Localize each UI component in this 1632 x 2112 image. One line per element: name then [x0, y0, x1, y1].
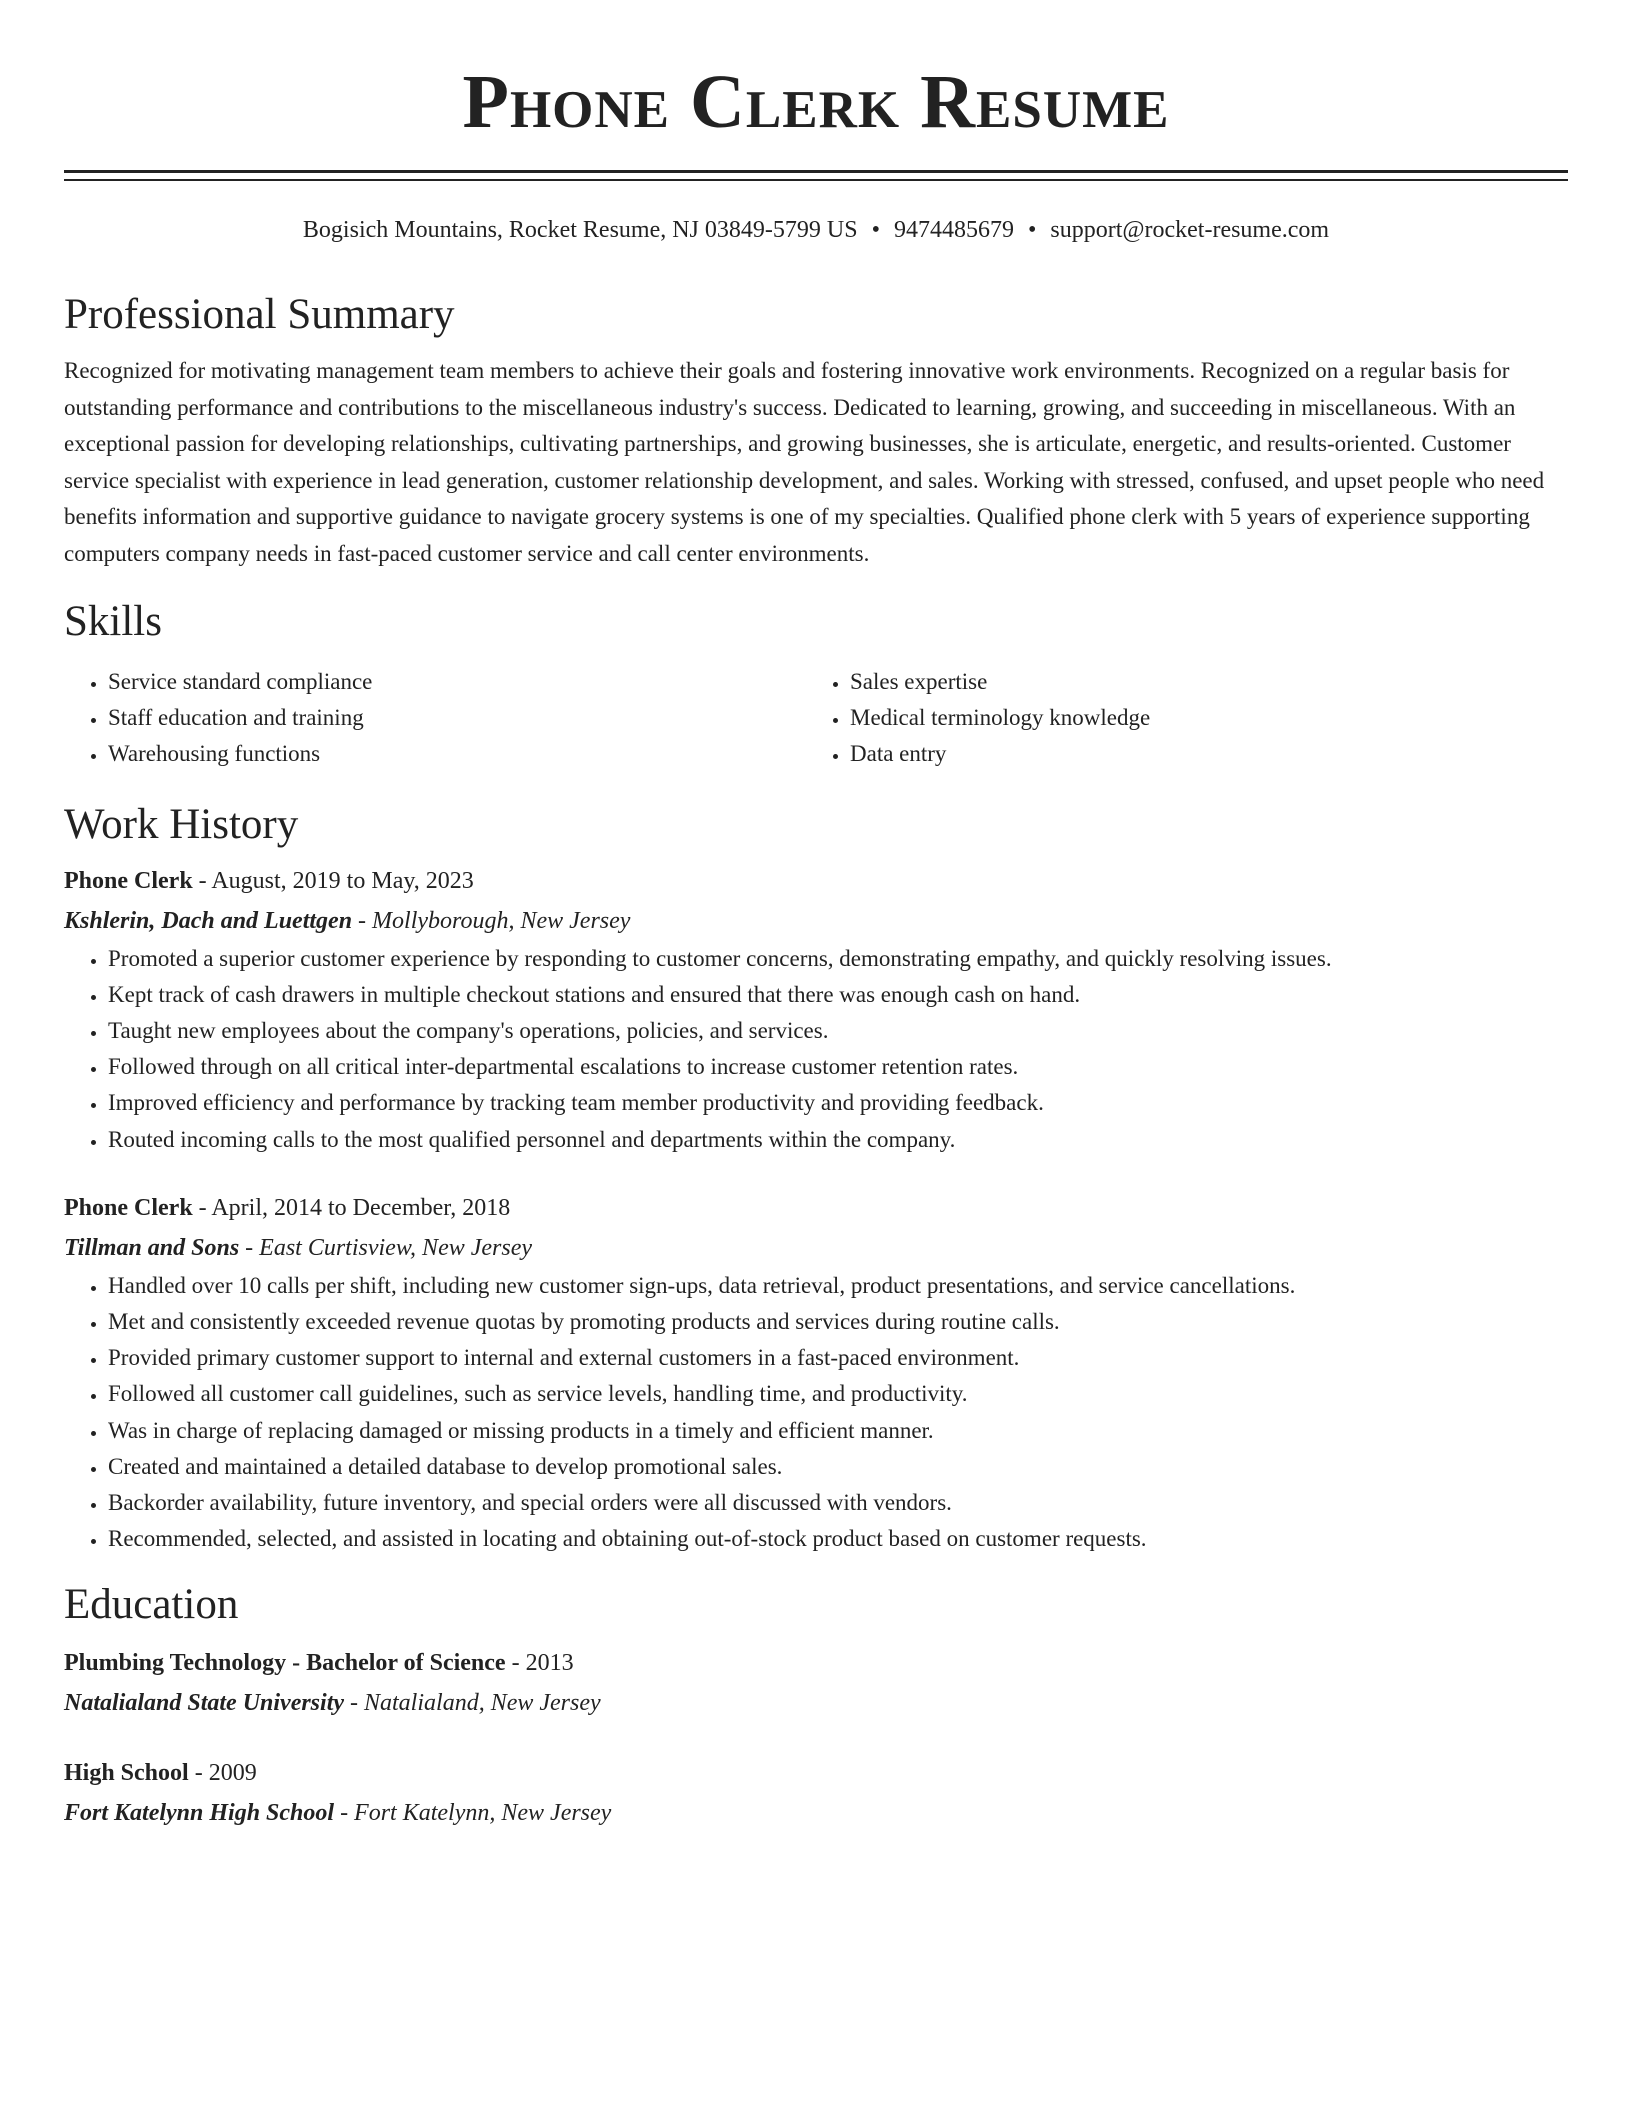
skills-list	[64, 664, 1568, 773]
job-duty-item: • Followed all customer call guidelines, such as service levels, handling time, and productivity.	[108, 1376, 1568, 1412]
job-duty-item: • Followed through on all critical inter-departmental escalations to increase customer retention rates.	[108, 1049, 1568, 1085]
contact-address: Bogisich Mountains, Rocket Resume, NJ 03849-5799 US	[302, 217, 858, 243]
education-degree: High School	[64, 1760, 189, 1787]
education-school-line	[64, 1683, 1568, 1723]
education-heading: Education	[64, 1581, 239, 1629]
job-employer	[64, 901, 1568, 941]
education-header	[64, 1643, 1568, 1683]
education-school: Natalialand State University	[64, 1690, 345, 1717]
skill-item: • Service standard compliance	[108, 664, 806, 700]
job-header	[64, 861, 1568, 901]
job-company: Tillman and Sons	[64, 1234, 240, 1261]
summary-heading: Professional Summary	[64, 291, 455, 338]
header-divider-thin	[64, 179, 1568, 181]
work-history-heading: Work History	[64, 800, 299, 848]
contact-separator: •	[871, 217, 880, 243]
job-header	[64, 1188, 1568, 1228]
education-school: Fort Katelynn High School	[64, 1800, 335, 1827]
job-duties	[64, 1268, 1568, 1558]
skill-item: • Medical terminology knowledge	[850, 700, 1548, 736]
job-location: - Mollyborough, New Jersey	[352, 907, 631, 934]
job-duty-item: • Handled over 10 calls per shift, including new customer sign-ups, data retrieval, product presentations, and service cancellations.	[108, 1268, 1568, 1304]
job-duty-item: • Provided primary customer support to internal and external customers in a fast-paced environment.	[108, 1340, 1568, 1376]
job-duty-item: • Improved efficiency and performance by tracking team member productivity and providing feedback.	[108, 1085, 1568, 1121]
education-degree: Plumbing Technology - Bachelor of Science	[64, 1650, 506, 1677]
job-duty-item: • Promoted a superior customer experience by responding to customer concerns, demonstrating empathy, and quickly resolving issues.	[108, 941, 1568, 977]
summary-text: Recognized for motivating management team members to achieve their goals and fostering innovative work environments. Recognized on a regular basis for outstanding performance and contributions to the miscellaneous industry's success. Dedicated to learning, growing, and succeeding in miscellaneous. With an exceptional passion for developing relationships, cultivating partnerships, and growing businesses, she is articulate, energetic, and results-oriented. Customer service specialist with experience in lead generation, customer relationship development, and sales. Working with stressed, confused, and upset people who need benefits information and supportive guidance to navigate grocery systems is one of my specialties. Qualified phone clerk with 5 years of experience supporting computers company needs in fast-paced customer service and call center environments.	[64, 358, 1545, 566]
job-entry	[64, 1188, 1568, 1558]
job-duties	[64, 941, 1568, 1158]
skills-column-right	[806, 664, 1548, 773]
education-location: - Natalialand, New Jersey	[344, 1690, 601, 1717]
job-duty-item: • Created and maintained a detailed database to develop promotional sales.	[108, 1449, 1568, 1485]
skills-heading: Skills	[64, 598, 162, 645]
job-duty-item: • Backorder availability, future inventory, and special orders were all discussed with vendors.	[108, 1485, 1568, 1521]
contact-line	[64, 215, 1568, 245]
job-duty-item: • Recommended, selected, and assisted in locating and obtaining out-of-stock product based on customer requests.	[108, 1521, 1568, 1557]
education-location: - Fort Katelynn, New Jersey	[334, 1800, 612, 1827]
education-school-line	[64, 1793, 1568, 1833]
job-duty-item: • Was in charge of replacing damaged or missing products in a timely and efficient manner.	[108, 1413, 1568, 1449]
job-title: Phone Clerk	[64, 867, 193, 894]
skills-column-left	[64, 664, 806, 773]
skill-item: • Staff education and training	[108, 700, 806, 736]
job-duty-item: • Met and consistently exceeded revenue quotas by promoting products and services during routine calls.	[108, 1304, 1568, 1340]
header-divider-thick	[64, 170, 1568, 173]
skill-item: • Sales expertise	[850, 664, 1548, 700]
skill-item: • Data entry	[850, 736, 1548, 772]
job-location: - East Curtisview, New Jersey	[239, 1234, 533, 1261]
job-duty-item: • Kept track of cash drawers in multiple checkout stations and ensured that there was enough cash on hand.	[108, 977, 1568, 1013]
job-employer	[64, 1228, 1568, 1268]
education-header	[64, 1753, 1568, 1793]
job-duty-item: • Taught new employees about the company's operations, policies, and services.	[108, 1013, 1568, 1049]
education-entry	[64, 1643, 1568, 1723]
job-company: Kshlerin, Dach and Luettgen	[64, 907, 353, 934]
job-title: Phone Clerk	[64, 1194, 193, 1221]
contact-separator: •	[1027, 217, 1037, 243]
job-dates: - August, 2019 to May, 2023	[192, 867, 474, 894]
skill-item: • Warehousing functions	[108, 736, 806, 772]
education-year: - 2013	[505, 1650, 574, 1677]
resume-title: Phone Clerk Resume	[462, 60, 1170, 144]
job-dates: - April, 2014 to December, 2018	[192, 1194, 511, 1221]
job-entry	[64, 861, 1568, 1158]
contact-phone[interactable]: 9474485679	[893, 217, 1014, 243]
education-entry	[64, 1753, 1568, 1833]
contact-email[interactable]: support@rocket-resume.com	[1050, 217, 1330, 243]
education-year: - 2009	[188, 1760, 257, 1787]
job-duty-item: • Routed incoming calls to the most qualified personnel and departments within the company.	[108, 1122, 1568, 1158]
